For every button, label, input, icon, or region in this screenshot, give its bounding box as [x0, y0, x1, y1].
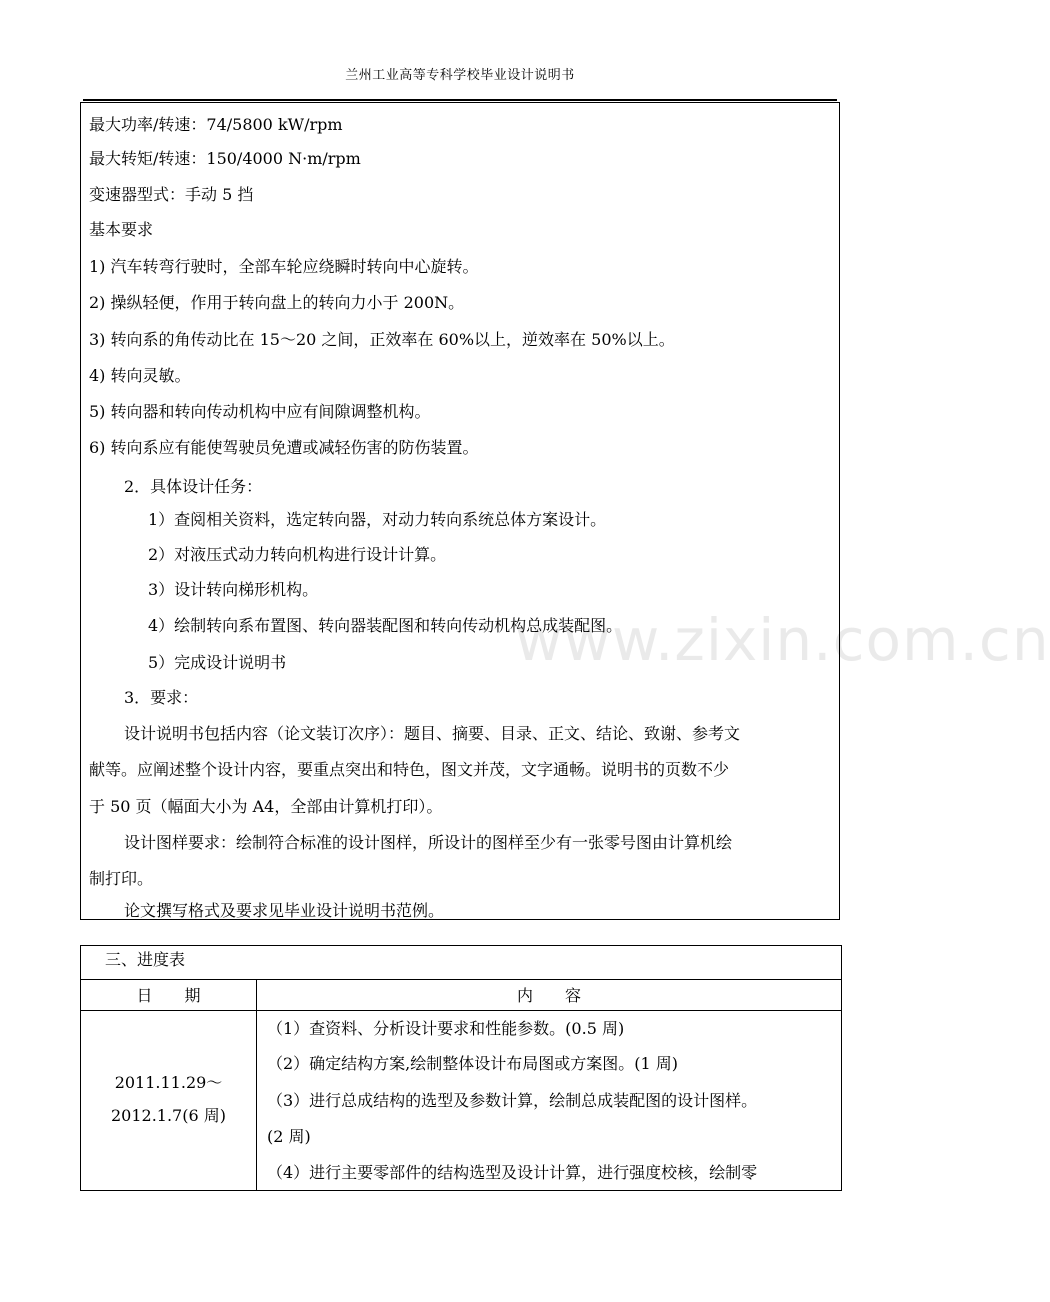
- schedule-item: （1）查资料、分析设计要求和性能参数。(0.5 周): [267, 1019, 625, 1038]
- schedule-date-end: 2012.1.7(6 周): [110, 1106, 226, 1125]
- task-item: 1）查阅相关资料，选定转向器，对动力转向系统总体方案设计。: [148, 510, 607, 529]
- watermark: www.zixin.com.cn: [515, 606, 1050, 674]
- requirement-item: 2) 操纵轻便，作用于转向盘上的转向力小于 200N。: [89, 293, 465, 312]
- requirement-item: 3) 转向系的角传动比在 15～20 之间，正效率在 60%以上，逆效率在 50%以上。: [89, 330, 675, 349]
- requirement-item: 5) 转向器和转向传动机构中应有间隙调整机构。: [89, 402, 431, 421]
- paragraph-line: 献等。应阐述整个设计内容，要重点突出和特色，图文并茂，文字通畅。说明书的页数不少: [89, 760, 730, 779]
- basic-requirements-heading: 基本要求: [89, 220, 154, 239]
- requirements-box: [80, 102, 840, 920]
- spec-max-power: 最大功率/转速：74/5800 kW/rpm: [89, 115, 343, 134]
- paragraph-line: 制打印。: [89, 869, 154, 888]
- requirements-heading: 3．要求：: [124, 688, 199, 707]
- table-divider: [81, 979, 841, 980]
- schedule-item: （4）进行主要零部件的结构选型及设计计算，进行强度校核，绘制零: [267, 1163, 758, 1182]
- schedule-date-start: 2011.11.29～: [114, 1073, 223, 1092]
- task-heading: 2．具体设计任务：: [124, 477, 263, 496]
- requirement-item: 1) 汽车转弯行驶时，全部车轮应绕瞬时转向中心旋转。: [89, 257, 479, 276]
- column-header-content: 内 容: [516, 986, 581, 1005]
- paragraph-line: 论文撰写格式及要求见毕业设计说明书范例。: [124, 901, 445, 920]
- spec-max-torque: 最大转矩/转速：150/4000 N·m/rpm: [89, 149, 361, 168]
- task-item: 2）对液压式动力转向机构进行设计计算。: [148, 545, 447, 564]
- column-header-date: 日 期: [136, 986, 201, 1005]
- schedule-item: （2）确定结构方案,绘制整体设计布局图或方案图。(1 周): [267, 1054, 679, 1073]
- schedule-table: [80, 945, 842, 1191]
- schedule-item: （3）进行总成结构的选型及参数计算，绘制总成装配图的设计图样。: [267, 1091, 758, 1110]
- task-item: 3）设计转向梯形机构。: [148, 580, 319, 599]
- column-divider: [256, 979, 257, 1190]
- paragraph-line: 设计图样要求：绘制符合标准的设计图样，所设计的图样至少有一张零号图由计算机绘: [124, 833, 733, 852]
- paragraph-line: 设计说明书包括内容（论文装订次序）：题目、摘要、目录、正文、结论、致谢、参考文: [124, 724, 741, 743]
- spec-transmission: 变速器型式：手动 5 挡: [89, 185, 254, 204]
- requirement-item: 4) 转向灵敏。: [89, 366, 191, 385]
- task-item: 4）绘制转向系布置图、转向器装配图和转向传动机构总成装配图。: [148, 616, 623, 635]
- requirement-item: 6) 转向系应有能使驾驶员免遭或减轻伤害的防伤装置。: [89, 438, 479, 457]
- header-rule: [83, 99, 837, 101]
- paragraph-line: 于 50 页（幅面大小为 A4，全部由计算机打印）。: [89, 797, 443, 816]
- table-divider: [81, 1010, 841, 1011]
- task-item: 5）完成设计说明书: [148, 653, 287, 672]
- schedule-item: (2 周): [267, 1127, 311, 1146]
- schedule-title: 三、进度表: [105, 950, 186, 969]
- page-header: 兰州工业高等专科学校毕业设计说明书: [345, 68, 575, 83]
